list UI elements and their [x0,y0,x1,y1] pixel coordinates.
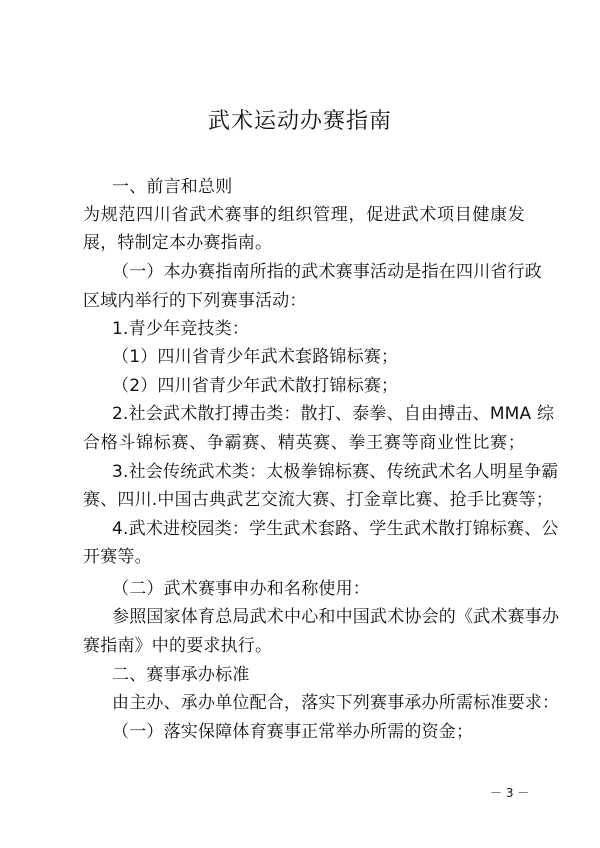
paragraph-line: 展，特制定本办赛指南。 [83,233,273,253]
list-item: （1）四川省青少年武术套路锦标赛； [112,347,399,367]
section-heading-preface: 一、前言和总则 [112,177,233,197]
paragraph-line: 区域内举行的下列赛事活动： [83,291,307,311]
paragraph-line: 开赛等。 [83,547,152,567]
document-title: 武术运动办赛指南 [207,109,392,134]
list-heading: 1.青少年竞技类： [112,319,250,339]
paragraph-line: 由主办、承办单位配合，落实下列赛事承办所需标准要求： [112,693,560,713]
list-item: （2）四川省青少年武术散打锦标赛； [112,376,399,396]
list-heading: 3.社会传统武术类：太极拳锦标赛、传统武术名人明星争霸 [112,462,559,482]
paragraph-line: 赛指南》中的要求执行。 [83,636,273,656]
paragraph-line: 参照国家体育总局武术中心和中国武术协会的《武术赛事办 [112,607,560,627]
paragraph-line: 合格斗锦标赛、争霸赛、精英赛、拳王赛等商业性比赛； [83,433,525,453]
section-heading-standards: 二、赛事承办标准 [112,665,250,685]
paragraph-line: 为规范四川省武术赛事的组织管理，促进武术项目健康发 [83,205,525,225]
subsection-heading: （一）落实保障体育赛事正常举办所需的资金； [112,722,474,742]
list-heading: 4.武术进校园类：学生武术套路、学生武术散打锦标赛、公 [112,519,559,539]
paragraph-line: （一）本办赛指南所指的武术赛事活动是指在四川省行政 [112,262,542,282]
list-heading: 2.社会武术散打搏击类：散打、泰拳、自由搏击、MMA 综 [112,404,555,424]
paragraph-line: 赛、四川.中国古典武艺交流大赛、打金章比赛、抢手比赛等； [83,490,554,510]
subsection-heading: （二）武术赛事申办和名称使用： [112,579,370,599]
page-number: － 3 － [490,786,530,800]
